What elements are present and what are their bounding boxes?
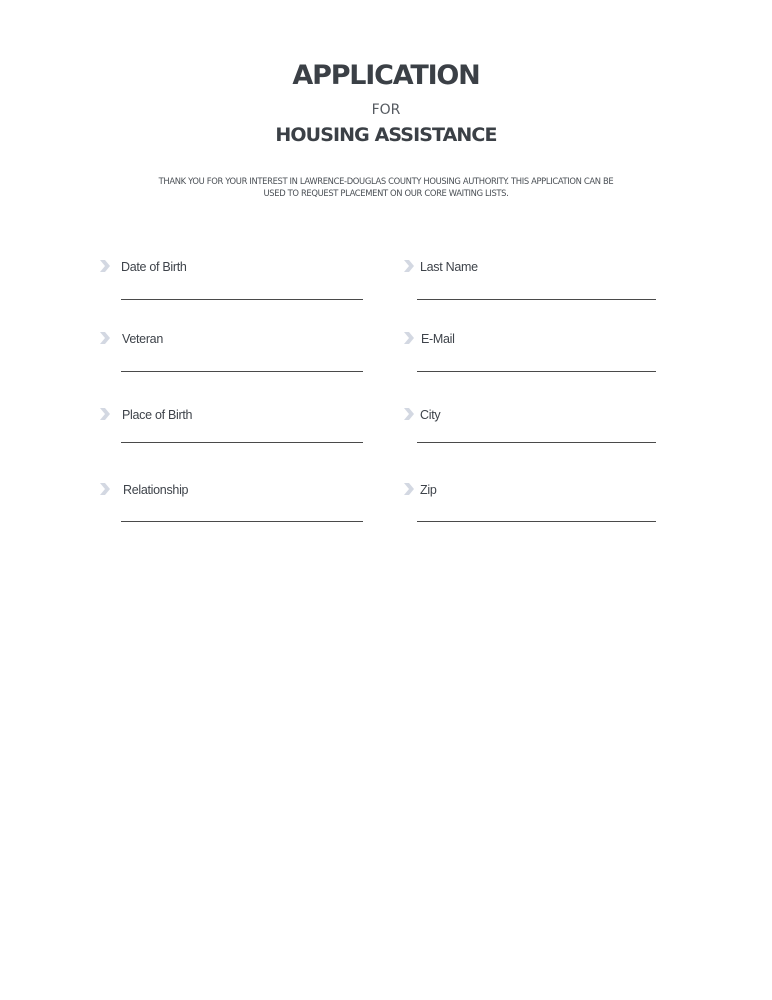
place-of-birth-input[interactable]	[121, 442, 363, 443]
intro-text	[130, 175, 642, 199]
page-subtitle: HOUSING ASSISTANCE	[275, 124, 497, 146]
email-label: E-Mail	[421, 332, 455, 346]
chevron-right-icon	[98, 407, 112, 421]
veteran-input[interactable]	[121, 371, 363, 372]
intro-line-2: USED TO REQUEST PLACEMENT ON OUR CORE WAITING LISTS.	[263, 188, 509, 198]
date-of-birth-input[interactable]	[121, 299, 363, 300]
last-name-input[interactable]	[417, 299, 656, 300]
page-title: APPLICATION	[292, 60, 480, 91]
date-of-birth-label: Date of Birth	[121, 260, 187, 274]
zip-input[interactable]	[417, 521, 656, 522]
zip-label: Zip	[420, 483, 437, 497]
chevron-right-icon	[402, 259, 416, 273]
chevron-right-icon	[98, 482, 112, 496]
chevron-right-icon	[98, 259, 112, 273]
email-input[interactable]	[417, 371, 656, 372]
chevron-right-icon	[98, 331, 112, 345]
chevron-right-icon	[402, 331, 416, 345]
place-of-birth-label: Place of Birth	[122, 408, 193, 422]
title-connector: FOR	[371, 102, 401, 118]
relationship-label: Relationship	[123, 483, 189, 497]
relationship-input[interactable]	[121, 521, 363, 522]
last-name-label: Last Name	[420, 260, 478, 274]
intro-line-1: THANK YOU FOR YOUR INTEREST IN LAWRENCE-DOUGLAS COUNTY HOUSING AUTHORITY. THIS APPLICATION CAN BE	[158, 176, 614, 186]
veteran-label: Veteran	[122, 332, 163, 346]
chevron-right-icon	[402, 482, 416, 496]
city-input[interactable]	[417, 442, 656, 443]
chevron-right-icon	[402, 407, 416, 421]
city-label: City	[420, 408, 441, 422]
